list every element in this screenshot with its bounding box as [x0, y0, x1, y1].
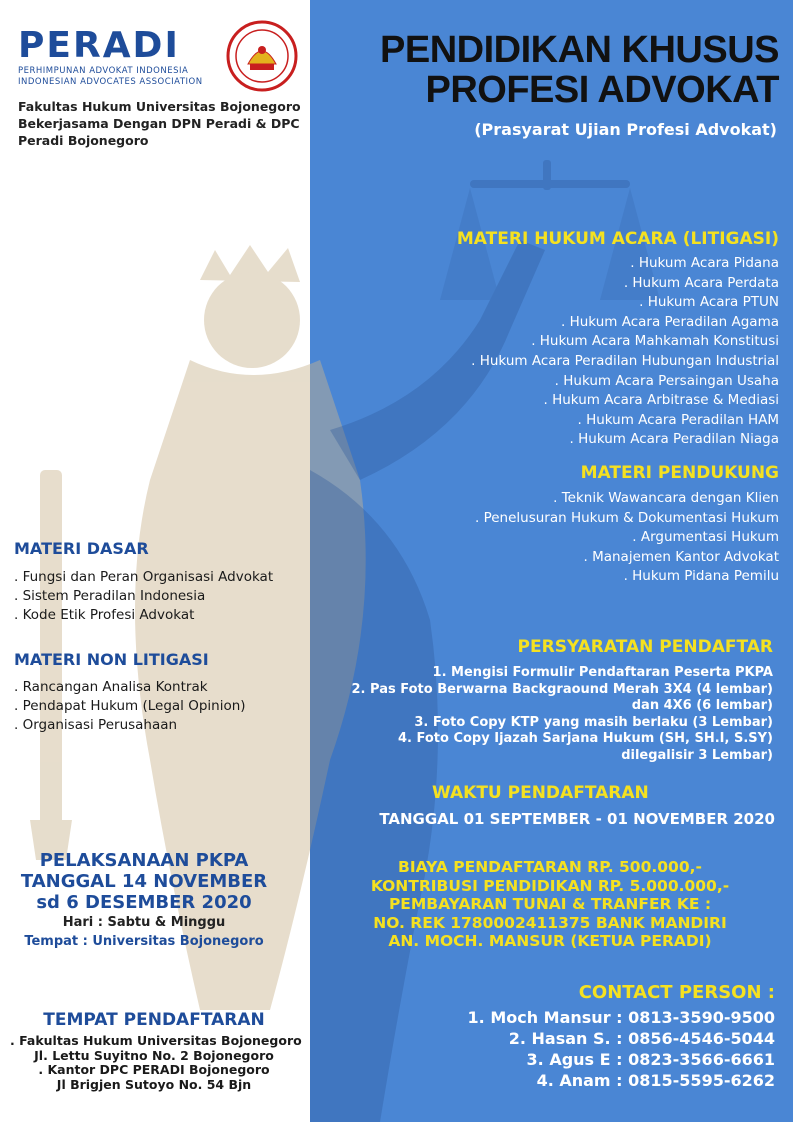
section-heading: MATERI PENDUKUNG [580, 463, 779, 483]
tempat-line: . Kantor DPC PERADI Bojonegoro [38, 1062, 270, 1077]
list-item: dan 4X6 (6 lembar) [631, 698, 773, 713]
tempat-line: Jl. Lettu Suyitno No. 2 Bojonegoro [34, 1047, 274, 1063]
list-item: . Manajemen Kantor Advokat [583, 548, 779, 565]
contact-heading: CONTACT PERSON : [578, 982, 775, 1003]
materi-non-litigasi-section [14, 650, 246, 735]
pelaksanaan-line: PELAKSANAAN PKPA [39, 850, 249, 871]
litigasi-list [457, 254, 779, 450]
peradi-tagline-id: PERHIMPUNAN ADVOKAT INDONESIA [18, 66, 189, 76]
pelaksanaan-day [10, 915, 278, 930]
section-heading: MATERI DASAR [14, 539, 149, 558]
dasar-list [14, 568, 273, 625]
title-line-1: PENDIDIKAN KHUSUS [380, 29, 779, 71]
page-subtitle: (Prasyarat Ujian Profesi Advokat) [474, 120, 777, 139]
tempat-list [10, 1033, 302, 1092]
day-label: Hari : [62, 915, 108, 930]
list-item: . Hukum Acara Persaingan Usaha [554, 372, 779, 389]
fee-line: BIAYA PENDAFTARAN RP. 500.000,- [398, 858, 702, 876]
list-item: . Organisasi Perusahaan [14, 717, 178, 733]
page-title [380, 30, 779, 110]
pelaksanaan-line: sd 6 DESEMBER 2020 [36, 892, 252, 913]
list-item: . Kode Etik Profesi Advokat [14, 607, 195, 623]
fee-line: NO. REK 1780002411375 BANK MANDIRI [373, 913, 727, 932]
list-item: . Argumentasi Hukum [632, 529, 779, 546]
list-item: . Hukum Acara Peradilan HAM [577, 411, 779, 428]
persyaratan-list [352, 665, 773, 764]
list-item: 2. Pas Foto Berwarna Backgraound Merah 3X4 (4 lembar) [351, 681, 773, 697]
tempat-heading: TEMPAT PENDAFTARAN [43, 1010, 265, 1030]
peradi-tagline-en: INDONESIAN ADVOCATES ASSOCIATION [18, 77, 203, 87]
persyaratan-section [352, 637, 773, 764]
tempat-line: Jl Brigjen Sutoyo No. 54 Bjn [56, 1076, 252, 1092]
list-item: . Hukum Acara PTUN [639, 294, 779, 311]
contact-item: 1. Moch Mansur : 0813-3590-9500 [467, 1008, 775, 1027]
intro-text [18, 98, 301, 149]
materi-dasar-section [14, 539, 273, 625]
fee-line: PEMBAYARAN TUNAI & TRANFER KE : [388, 895, 712, 913]
section-heading: MATERI HUKUM ACARA (LITIGASI) [456, 229, 779, 249]
list-item: . Hukum Acara Peradilan Hubungan Industrial [471, 352, 779, 369]
list-item: . Hukum Acara Mahkamah Konstitusi [531, 333, 779, 350]
fees-block [320, 858, 780, 951]
list-item: . Sistem Peradilan Indonesia [14, 588, 206, 604]
pelaksanaan-line: TANGGAL 14 NOVEMBER [20, 871, 268, 892]
list-item: . Hukum Acara Peradilan Agama [561, 313, 779, 330]
contact-item: 3. Agus E : 0823-3566-6661 [526, 1050, 775, 1069]
list-item: . Hukum Acara Peradilan Niaga [569, 431, 779, 448]
list-item: . Fungsi dan Peran Organisasi Advokat [14, 569, 274, 585]
list-item: . Hukum Acara Perdata [623, 274, 779, 291]
university-seal-icon [226, 20, 298, 92]
pelaksanaan-place [10, 934, 278, 949]
intro-line: Fakultas Hukum Universitas Bojonegoro [18, 99, 301, 114]
day-value: Sabtu & Minggu [107, 915, 226, 930]
pendukung-list [475, 489, 779, 587]
list-item: 3. Foto Copy KTP yang masih berlaku (3 Lembar) [414, 714, 773, 730]
title-line-2: PROFESI ADVOKAT [425, 69, 779, 111]
place-label: Tempat : [24, 934, 93, 949]
section-heading: PERSYARATAN PENDAFTAR [517, 637, 773, 657]
contact-list [468, 1007, 775, 1091]
list-item: . Pendapat Hukum (Legal Opinion) [14, 698, 246, 714]
section-heading: MATERI NON LITIGASI [14, 650, 209, 669]
list-item: dilegalisir 3 Lembar) [621, 747, 773, 763]
pelaksanaan-block [10, 850, 278, 913]
list-item: . Hukum Pidana Pemilu [623, 568, 779, 585]
intro-line: Peradi Bojonegoro [18, 133, 149, 148]
non-litigasi-list [14, 678, 246, 735]
intro-line: Bekerjasama Dengan DPN Peradi & DPC [18, 116, 300, 131]
list-item: . Hukum Acara Pidana [630, 255, 779, 271]
fee-line: AN. MOCH. MANSUR (KETUA PERADI) [388, 932, 712, 950]
materi-pendukung-section [475, 463, 779, 587]
contact-item: 2. Hasan S. : 0856-4546-5044 [508, 1029, 775, 1048]
place-value: Universitas Bojonegoro [92, 934, 264, 949]
contact-item: 4. Anam : 0815-5595-6262 [536, 1071, 775, 1090]
list-item: . Penelusuran Hukum & Dokumentasi Hukum [475, 509, 779, 526]
list-item: . Hukum Acara Arbitrase & Mediasi [543, 392, 779, 409]
materi-litigasi-section [457, 229, 779, 450]
waktu-heading: WAKTU PENDAFTARAN [432, 783, 649, 803]
list-item: . Rancangan Analisa Kontrak [14, 679, 208, 695]
list-item: 4. Foto Copy Ijazah Sarjana Hukum (SH, SH.I, S.SY) [397, 731, 773, 746]
tempat-line: . Fakultas Hukum Universitas Bojonegoro [10, 1033, 302, 1048]
registration-dates: TANGGAL 01 SEPTEMBER - 01 NOVEMBER 2020 [379, 810, 775, 828]
peradi-logo-text: PERADI [18, 25, 180, 66]
list-item: . Teknik Wawancara dengan Klien [553, 490, 779, 506]
list-item: 1. Mengisi Formulir Pendaftaran Peserta PKPA [432, 665, 773, 680]
fee-line: KONTRIBUSI PENDIDIKAN RP. 5.000.000,- [370, 876, 730, 895]
